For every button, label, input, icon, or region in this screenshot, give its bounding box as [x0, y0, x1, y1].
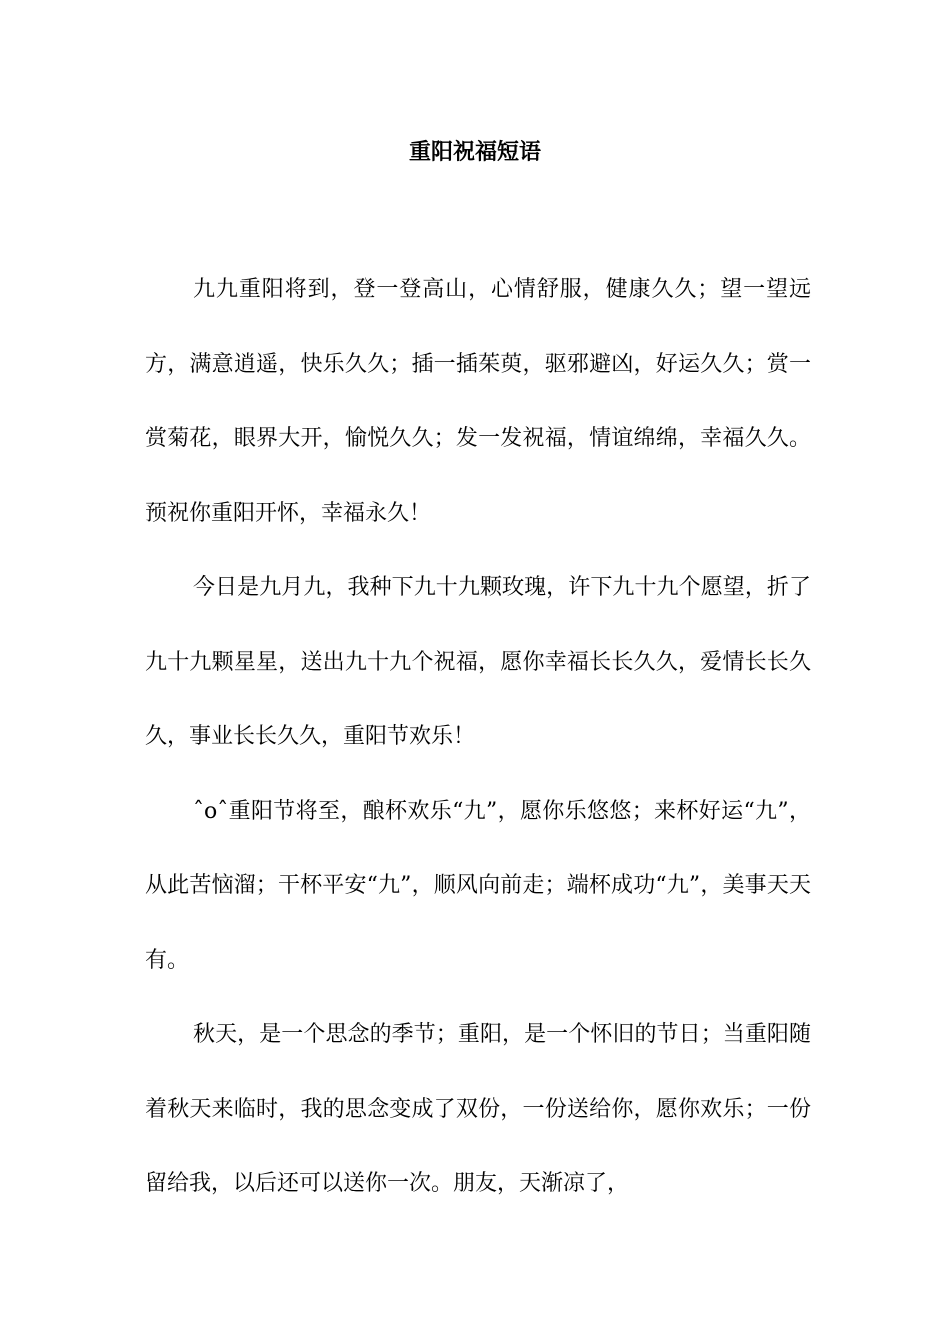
- paragraph-3: ˆoˆ重阳节将至，酿杯欢乐“九”，愿你乐悠悠；来杯好运“九”，从此苦恼溜；干杯平安“九”，顺风向前走；端杯成功“九”，美事天天有。: [145, 798, 811, 973]
- document-title: 重阳祝福短语: [408, 139, 541, 165]
- paragraph-1: 九九重阳将到，登一登高山，心情舒服，健康久久；望一望远方，满意逍遥，快乐久久；插一插茱萸，驱邪避凶，好运久久；赏一赏菊花，眼界大开，愉悦久久；发一发祝福，情谊绵绵，幸福久久。预祝你重阳开怀，幸福永久！: [145, 277, 811, 526]
- paragraph-4: 秋天，是一个思念的季节；重阳，是一个怀旧的节日；当重阳随着秋天来临时，我的思念变成了双份，一份送给你，愿你欢乐；一份留给我，以后还可以送你一次。朋友，天渐凉了，: [145, 1022, 811, 1196]
- paragraph-2: 今日是九月九，我种下九十九颗玫瑰，许下九十九个愿望，折了九十九颗星星，送出九十九个祝福，愿你幸福长长久久，爱情长长久久，事业长长久久，重阳节欢乐！: [145, 575, 811, 749]
- document-body: [145, 253, 811, 1222]
